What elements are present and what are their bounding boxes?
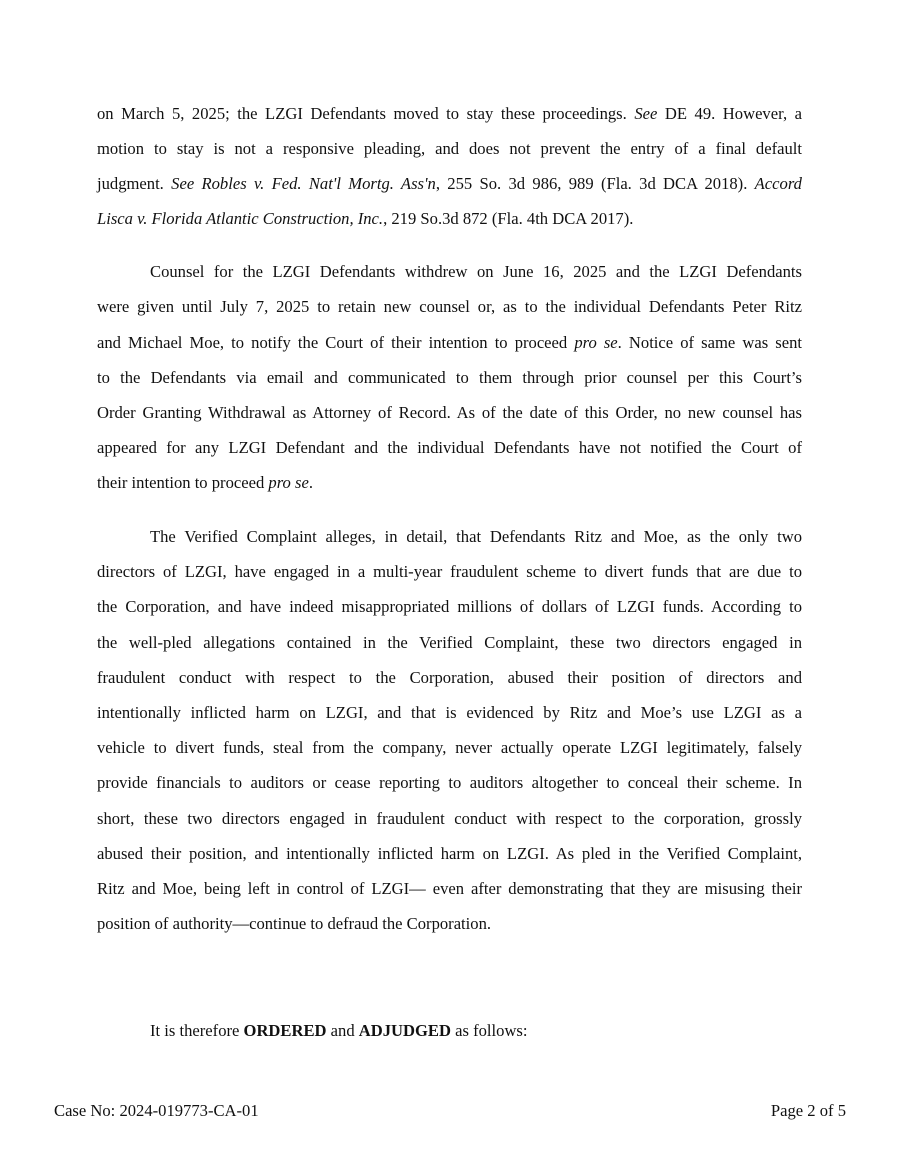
text-line: to the Defendants via email and communicated to them through prior counsel per this Court’s <box>97 368 802 387</box>
text-line: their intention to proceed pro se. <box>97 473 313 492</box>
text-line: judgment. See Robles v. Fed. Nat'l Mortg. Ass'n, 255 So. 3d 986, 989 (Fla. 3d DCA 2018). Accord <box>97 174 802 193</box>
text-line: short, these two directors engaged in fraudulent conduct with respect to the corporation, grossly <box>97 809 802 828</box>
text-line: Counsel for the LZGI Defendants withdrew on June 16, 2025 and the LZGI Defendants <box>150 262 802 281</box>
text-line: Order Granting Withdrawal as Attorney of Record. As of the date of this Order, no new counsel has <box>97 403 802 422</box>
order-suffix: as follows: <box>450 1021 528 1040</box>
text-line: the Corporation, and have indeed misappropriated millions of dollars of LZGI funds. According to <box>97 597 802 616</box>
italic-citation: pro se <box>574 333 618 352</box>
text-line: The Verified Complaint alleges, in detail, that Defendants Ritz and Moe, as the only two <box>150 527 802 546</box>
text-line: position of authority—continue to defraud the Corporation. <box>97 914 492 933</box>
order-middle: and <box>326 1021 359 1040</box>
ordered-bold: ORDERED <box>243 1021 327 1040</box>
case-number: Case No: 2024-019773-CA-01 <box>54 1101 259 1120</box>
italic-citation: See <box>634 104 658 123</box>
text-line: appeared for any LZGI Defendant and the individual Defendants have not notified the Court of <box>97 438 802 457</box>
text-line: on March 5, 2025; the LZGI Defendants moved to stay these proceedings. See DE 49. However, a <box>97 104 803 123</box>
text-line: intentionally inflicted harm on LZGI, and that is evidenced by Ritz and Moe’s use LZGI as a <box>97 703 802 722</box>
text-line: Lisca v. Florida Atlantic Construction, Inc., 219 So.3d 872 (Fla. 4th DCA 2017). <box>97 209 634 228</box>
text-line: and Michael Moe, to notify the Court of their intention to proceed pro se. Notice of same was sent <box>97 333 802 352</box>
text-line: abused their position, and intentionally inflicted harm on LZGI. As pled in the Verified Complaint, <box>97 844 802 863</box>
italic-citation: Lisca v. Florida Atlantic Construction, Inc. <box>97 209 384 228</box>
order-prefix: It is therefore <box>150 1021 244 1040</box>
text-line: vehicle to divert funds, steal from the company, never actually operate LZGI legitimately, falsely <box>97 738 802 757</box>
text-line: fraudulent conduct with respect to the Corporation, abused their position of directors and <box>97 668 802 687</box>
text-line: motion to stay is not a responsive pleading, and does not prevent the entry of a final default <box>97 139 802 158</box>
italic-citation: pro se <box>268 473 309 492</box>
text-line: the well-pled allegations contained in the Verified Complaint, these two directors engaged in <box>97 633 802 652</box>
italic-citation: Accord <box>754 174 802 193</box>
text-line: provide financials to auditors or cease reporting to auditors altogether to conceal their scheme. In <box>97 773 802 792</box>
adjudged-bold: ADJUDGED <box>358 1021 451 1040</box>
text-line: Ritz and Moe, being left in control of LZGI— even after demonstrating that they are misusing their <box>97 879 802 898</box>
page-number: Page 2 of 5 <box>770 1101 846 1120</box>
italic-citation: See Robles v. Fed. Nat'l Mortg. Ass'n <box>171 174 436 193</box>
order-heading <box>150 1021 802 1041</box>
text-line: were given until July 7, 2025 to retain new counsel or, as to the individual Defendants Peter Ritz <box>97 297 802 316</box>
text-line: directors of LZGI, have engaged in a multi-year fraudulent scheme to divert funds that are due to <box>97 562 802 581</box>
